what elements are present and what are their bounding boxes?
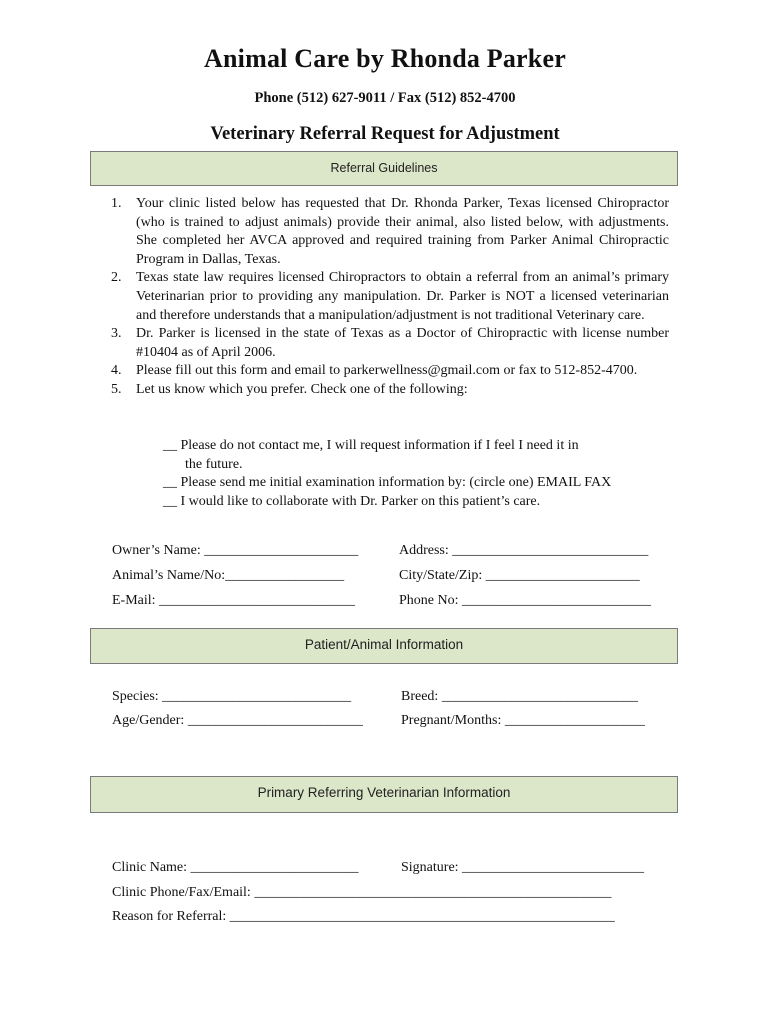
contact-line: Phone (512) 627-9011 / Fax (512) 852-4700	[254, 90, 516, 106]
field-label: Address:	[399, 543, 449, 558]
list-number: 2.	[111, 270, 122, 286]
list-text: Let us know which you prefer. Check one of the following:	[136, 381, 468, 397]
field-label: Pregnant/Months:	[401, 713, 502, 728]
phone-field[interactable]	[399, 593, 651, 609]
reason-field[interactable]	[112, 909, 615, 925]
fill-line[interactable]: _________________	[225, 568, 345, 583]
field-label: Clinic Phone/Fax/Email:	[112, 885, 251, 900]
option-text: Please do not contact me, I will request information if I feel I need it in	[177, 438, 579, 453]
fill-line[interactable]: ___________________________	[458, 593, 651, 608]
guidelines-list	[111, 195, 669, 400]
fill-line[interactable]: ____________________________	[155, 593, 356, 608]
fill-line[interactable]: ____________________________	[438, 689, 638, 704]
field-label: Animal’s Name/No:	[112, 568, 226, 583]
list-item	[111, 269, 669, 325]
field-label: Species:	[112, 689, 159, 704]
email-field[interactable]	[112, 593, 355, 609]
list-number: 1.	[111, 196, 122, 211]
checkbox-blank[interactable]: __	[163, 493, 177, 509]
fill-line[interactable]: ________________________	[187, 860, 359, 875]
pregnant-months-field[interactable]	[401, 713, 645, 729]
fill-line[interactable]: ___________________________________________________	[250, 885, 612, 900]
page-title: Animal Care by Rhonda Parker	[204, 44, 566, 73]
list-item	[111, 362, 669, 381]
contact-preference-options	[163, 437, 683, 511]
list-text: Texas state law requires licensed Chiropractors to obtain a referral from an animal’s primary Veterinarian prior to providing any manipulation. Dr. Parker is NOT a licensed veterinarian and therefore understands that a manipulation/adjustment is not traditional Veterinary care.	[136, 270, 669, 323]
animal-name-field[interactable]	[112, 568, 344, 584]
age-gender-field[interactable]	[112, 713, 363, 729]
form-subtitle: Veterinary Referral Request for Adjustment	[210, 124, 560, 144]
species-field[interactable]	[112, 689, 351, 705]
preference-option[interactable]	[163, 437, 683, 474]
field-label: Owner’s Name:	[112, 543, 201, 558]
clinic-contact-field[interactable]	[112, 885, 611, 901]
option-text-continued: the future.	[185, 456, 243, 472]
fill-line[interactable]: ______________________	[200, 543, 359, 558]
option-text: I would like to collaborate with Dr. Parker on this patient’s care.	[177, 493, 541, 509]
preference-option[interactable]	[163, 493, 683, 512]
owner-name-field[interactable]	[112, 543, 358, 559]
field-label: Phone No:	[399, 593, 459, 608]
list-text: Your clinic listed below has requested that Dr. Rhonda Parker, Texas licensed Chiropractor (who is trained to adjust animals) provide their animal, also listed below, with adjustments. She completed her AVCA approved and required training from Parker Animal Chiropractic Program in Dallas, Texas.	[136, 196, 669, 267]
checkbox-blank[interactable]: __	[163, 438, 177, 453]
field-label: Clinic Name:	[112, 860, 188, 875]
list-number: 5.	[111, 381, 122, 397]
field-label: Breed:	[401, 689, 439, 704]
fill-line[interactable]: _______________________________________________________	[226, 909, 615, 924]
fill-line[interactable]: __________________________	[458, 860, 645, 875]
city-state-zip-field[interactable]	[399, 568, 640, 584]
list-item	[111, 325, 669, 362]
section-header-vet	[90, 776, 678, 813]
fill-line[interactable]: _________________________	[184, 713, 363, 728]
field-label: City/State/Zip:	[399, 568, 483, 583]
list-number: 4.	[111, 363, 122, 379]
section-header-patient	[90, 628, 678, 664]
field-label: Reason for Referral:	[112, 909, 227, 924]
fill-line[interactable]: ______________________	[482, 568, 640, 583]
list-number: 3.	[111, 326, 122, 342]
fill-line[interactable]: ____________________________	[448, 543, 649, 558]
clinic-name-field[interactable]	[112, 860, 359, 876]
section-header-label: Primary Referring Veterinarian Information	[257, 785, 511, 800]
section-header-label: Patient/Animal Information	[304, 637, 464, 652]
field-label: E-Mail:	[112, 593, 156, 608]
fill-line[interactable]: ____________________	[501, 713, 645, 728]
list-item	[111, 195, 669, 269]
option-text: Please send me initial examination information by: (circle one) EMAIL FAX	[177, 475, 612, 491]
signature-field[interactable]	[401, 860, 644, 876]
list-text: Dr. Parker is licensed in the state of Texas as a Doctor of Chiropractic with license number #10404 as of April 2006.	[136, 326, 669, 360]
breed-field[interactable]	[401, 689, 638, 705]
list-text: Please fill out this form and email to parkerwellness@gmail.com or fax to 512-852-4700.	[136, 363, 638, 379]
preference-option[interactable]	[163, 474, 683, 493]
field-label: Signature:	[401, 860, 459, 875]
address-field[interactable]	[399, 543, 648, 559]
section-header-label: Referral Guidelines	[330, 161, 438, 175]
list-item	[111, 381, 669, 400]
section-header-guidelines	[90, 151, 678, 186]
field-label: Age/Gender:	[112, 713, 185, 728]
fill-line[interactable]: ___________________________	[158, 689, 352, 704]
checkbox-blank[interactable]: __	[163, 475, 177, 491]
